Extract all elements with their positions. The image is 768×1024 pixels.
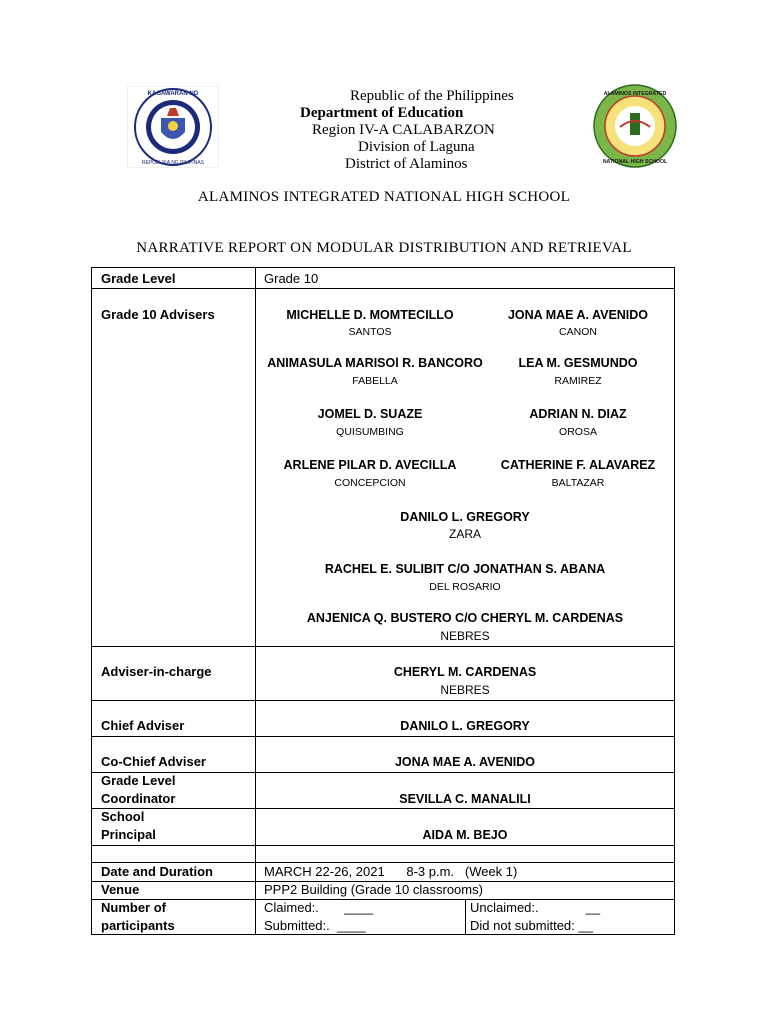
grade-level-value: Grade 10 bbox=[264, 271, 319, 286]
adviser-section: FABELLA bbox=[352, 375, 398, 387]
not-submitted-value: Did not submitted: __ bbox=[470, 918, 593, 933]
svg-text:REPUBLIKA NG PILIPINAS: REPUBLIKA NG PILIPINAS bbox=[142, 160, 204, 166]
coordinator-name: SEVILLA C. MANALILI bbox=[399, 792, 531, 806]
adviser-name: LEA M. GESMUNDO bbox=[518, 356, 638, 370]
adviser-section: QUISUMBING bbox=[336, 426, 404, 438]
adviser-section: CONCEPCION bbox=[334, 477, 406, 489]
claimed-value: Claimed:. ____ bbox=[264, 900, 374, 915]
submitted-value: Submitted:. ____ bbox=[264, 918, 366, 933]
adviser-name: MICHELLE D. MOMTECILLO bbox=[286, 308, 454, 322]
adviser-name: JONA MAE A. AVENIDO bbox=[507, 308, 649, 322]
row-separator bbox=[92, 808, 674, 809]
adviser-section: SANTOS bbox=[348, 326, 392, 338]
chief-adviser-name: DANILO L. GREGORY bbox=[400, 719, 530, 733]
division-line: Division of Laguna bbox=[358, 139, 475, 155]
unclaimed-value: Unclaimed:. __ bbox=[470, 900, 601, 915]
adviser-name: ARLENE PILAR D. AVECILLA bbox=[283, 458, 457, 472]
chief-adviser-label: Chief Adviser bbox=[101, 718, 185, 733]
row-separator bbox=[92, 736, 674, 737]
co-chief-adviser-label: Co-Chief Adviser bbox=[101, 754, 206, 769]
deped-seal-logo bbox=[127, 86, 219, 168]
department-line: Department of Education bbox=[300, 105, 464, 121]
coordinator-label-1: Grade Level bbox=[101, 773, 176, 788]
row-separator bbox=[92, 772, 674, 773]
row-separator bbox=[92, 288, 674, 289]
row-separator bbox=[92, 646, 674, 647]
principal-name: AIDA M. BEJO bbox=[422, 828, 508, 842]
report-table bbox=[91, 267, 675, 935]
principal-label-2: Principal bbox=[101, 827, 156, 842]
participants-label-2: participants bbox=[101, 918, 175, 933]
school-name: ALAMINOS INTEGRATED NATIONAL HIGH SCHOOL bbox=[197, 189, 571, 205]
republic-line: Republic of the Philippines bbox=[350, 88, 514, 104]
region-line: Region IV-A CALABARZON bbox=[312, 122, 495, 138]
adviser-name: ANIMASULA MARISOl R. BANCORO bbox=[267, 356, 483, 370]
report-title: NARRATIVE REPORT ON MODULAR DISTRIBUTION AND RETRIEVAL bbox=[136, 240, 632, 256]
adviser-name: DANILO L. GREGORY bbox=[400, 510, 530, 524]
svg-text:NATIONAL HIGH SCHOOL: NATIONAL HIGH SCHOOL bbox=[602, 159, 668, 165]
co-chief-adviser-name: JONA MAE A. AVENIDO bbox=[394, 755, 536, 769]
adviser-name: CATHERINE F. ALAVAREZ bbox=[500, 458, 656, 472]
row-separator bbox=[92, 845, 674, 846]
adviser-section: CANON bbox=[559, 326, 597, 338]
svg-text:ALAMINOS INTEGRATED: ALAMINOS INTEGRATED bbox=[603, 91, 667, 97]
venue-value: PPP2 Building (Grade 10 classrooms) bbox=[264, 882, 483, 897]
adviser-section: DEL ROSARIO bbox=[429, 581, 501, 593]
coordinator-label-2: Coordinator bbox=[101, 791, 176, 806]
grade-level-label: Grade Level bbox=[101, 271, 176, 286]
adviser-section: NEBRES bbox=[440, 629, 490, 643]
principal-label-1: School bbox=[101, 809, 145, 824]
adviser-name: JOMEL D. SUAZE bbox=[317, 407, 423, 421]
adviser-name: RACHEL E. SULIBIT C/O JONATHAN S. ABANA bbox=[324, 562, 606, 576]
adviser-section: RAMIREZ bbox=[554, 375, 602, 387]
row-separator bbox=[92, 700, 674, 701]
adviser-in-charge-section: NEBRES bbox=[440, 683, 490, 697]
advisers-label: Grade 10 Advisers bbox=[101, 307, 215, 322]
date-label: Date and Duration bbox=[101, 864, 213, 879]
adviser-section: BALTAZAR bbox=[551, 477, 605, 489]
date-value: MARCH 22-26, 2021 8-3 p.m. (Week 1) bbox=[264, 864, 518, 879]
adviser-in-charge-name: CHERYL M. CARDENAS bbox=[393, 665, 537, 679]
participants-divider bbox=[465, 899, 466, 934]
venue-label: Venue bbox=[101, 882, 140, 897]
adviser-name: ANJENICA Q. BUSTERO C/O CHERYL M. CARDENAS bbox=[306, 611, 624, 625]
svg-text:KAGAWARAN NG: KAGAWARAN NG bbox=[147, 91, 199, 97]
school-seal-logo bbox=[592, 83, 678, 169]
adviser-name: ADRIAN N. DIAZ bbox=[529, 407, 627, 421]
adviser-section: ZARA bbox=[448, 527, 481, 541]
adviser-section: OROSA bbox=[559, 426, 597, 438]
adviser-in-charge-label: Adviser-in-charge bbox=[101, 664, 212, 679]
district-line: District of Alaminos bbox=[345, 156, 468, 172]
participants-label-1: Number of bbox=[101, 900, 166, 915]
